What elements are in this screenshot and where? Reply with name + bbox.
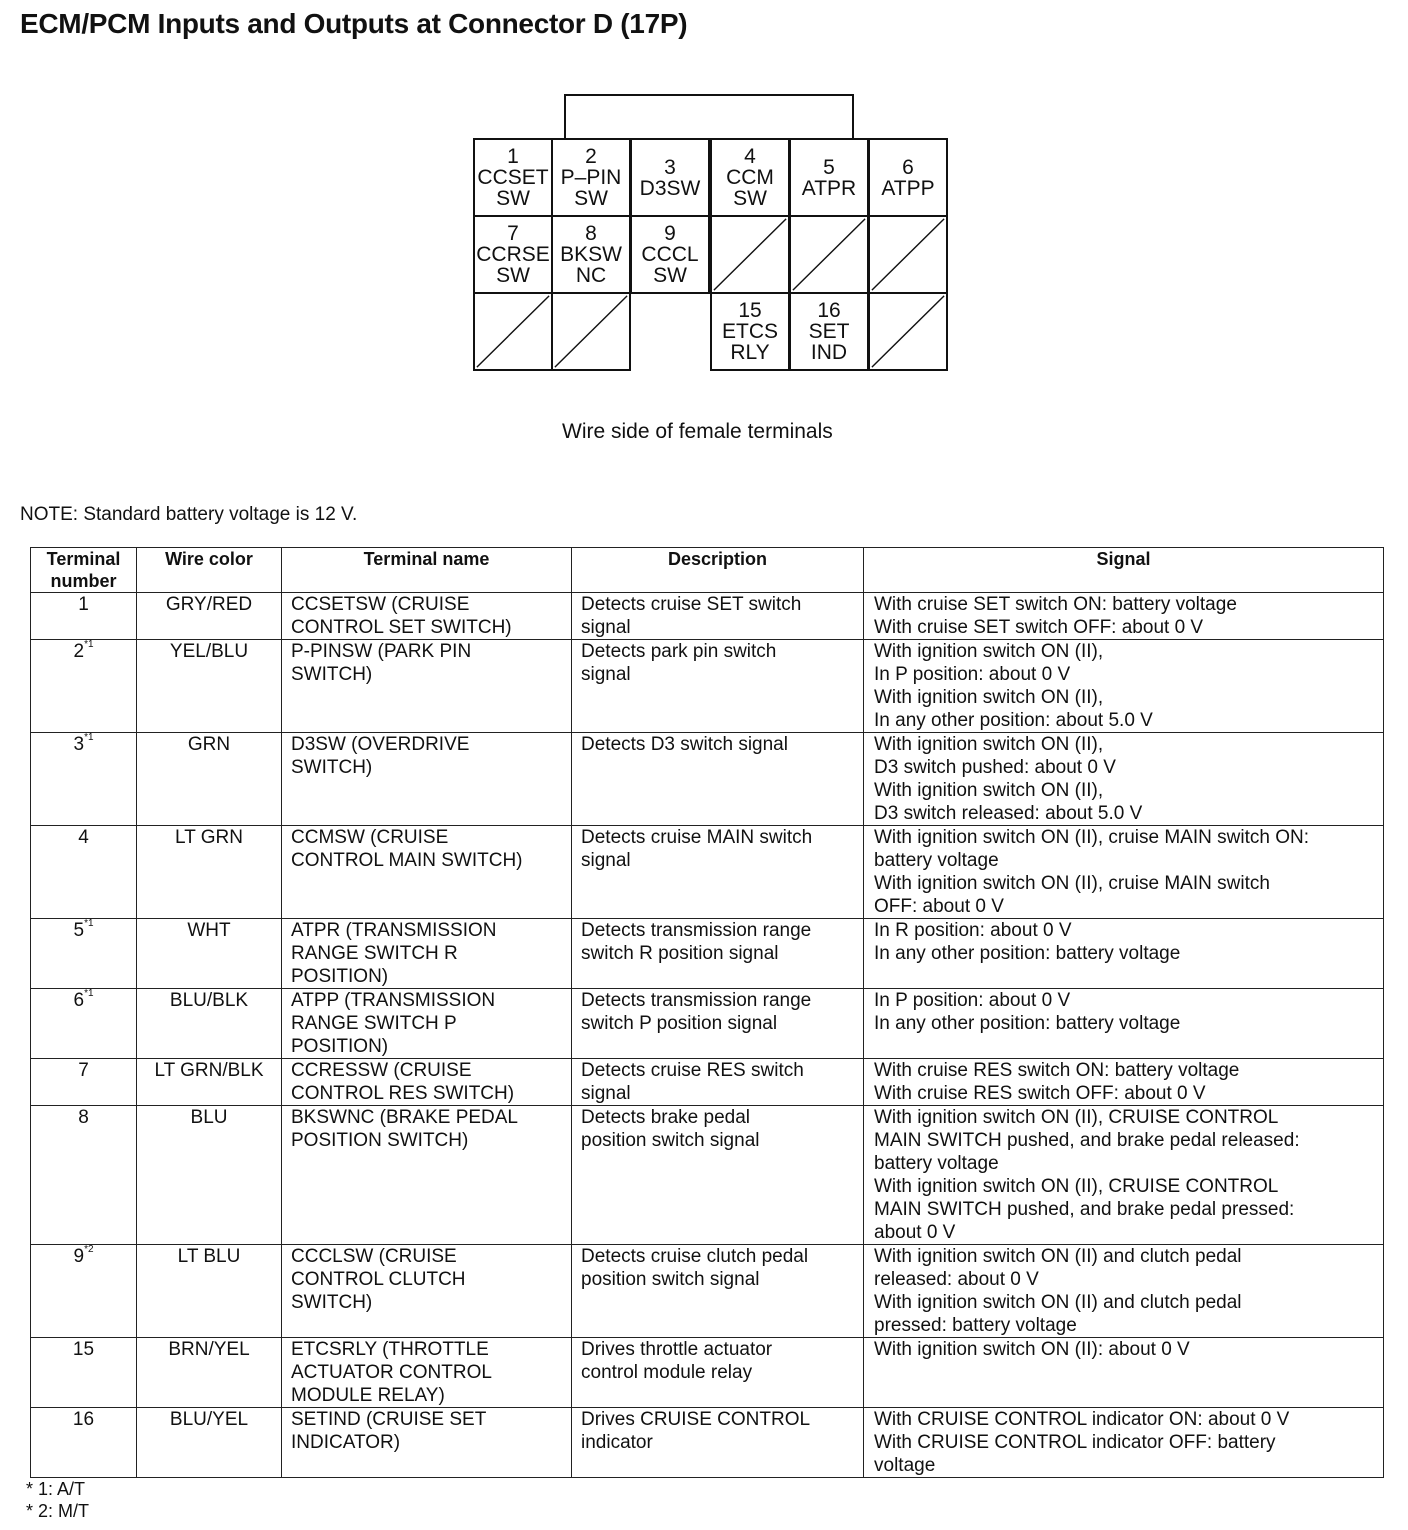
column-header-description: Description	[572, 548, 864, 593]
terminal-number: 15	[72, 1339, 95, 1360]
description-line: Detects brake pedal	[581, 1107, 750, 1128]
terminal-label: ATPR	[801, 176, 857, 200]
terminal-label: P–PIN	[560, 166, 622, 189]
terminal-cell-6	[868, 138, 948, 217]
signal-cell	[864, 989, 1384, 1059]
description-line: position switch signal	[581, 1130, 760, 1151]
description-line: Detects transmission range	[581, 990, 812, 1011]
terminal-number-cell	[31, 826, 137, 919]
signal-line: With CRUISE CONTROL indicator ON: about 0 V	[874, 1409, 1290, 1430]
signal-line: released: about 0 V	[874, 1269, 1039, 1290]
wire-color-cell: BRN/YEL	[137, 1338, 282, 1408]
signal-cell	[864, 919, 1384, 989]
terminal-name-cell	[282, 640, 572, 733]
signal-cell	[864, 1338, 1384, 1408]
terminal-label: NC	[575, 264, 607, 287]
terminal-name-line: CCRESSW (CRUISE	[291, 1060, 472, 1081]
description-cell	[572, 593, 864, 640]
terminal-name-line: MODULE RELAY)	[291, 1385, 445, 1406]
description-line: switch R position signal	[581, 943, 779, 964]
terminal-name-line: POSITION)	[291, 966, 389, 987]
signal-line: With ignition switch ON (II), CRUISE CONTROL	[874, 1176, 1279, 1197]
signal-line: With ignition switch ON (II): about 0 V	[874, 1339, 1190, 1360]
description-line: signal	[581, 617, 631, 638]
table-row	[31, 593, 1384, 640]
column-header-signal: Signal	[864, 548, 1384, 593]
description-line: signal	[581, 1083, 631, 1104]
terminal-name-line: INDICATOR)	[291, 1432, 401, 1453]
unused-terminal-slash	[475, 294, 551, 369]
terminal-label: CCRSE	[476, 243, 550, 266]
terminal-number: 6	[902, 155, 914, 179]
footnote-mark: *1	[84, 988, 94, 999]
terminal-number-cell	[31, 919, 137, 989]
signal-cell	[864, 733, 1384, 826]
table-row	[31, 1338, 1384, 1408]
description-cell	[572, 1338, 864, 1408]
signal-line: With ignition switch ON (II),	[874, 641, 1104, 662]
wire-color-cell: LT GRN	[137, 826, 282, 919]
footnote-mark: *1	[84, 732, 94, 743]
unused-terminal-slash	[870, 217, 946, 292]
terminal-name-cell	[282, 919, 572, 989]
signal-line: With ignition switch ON (II),	[874, 687, 1104, 708]
terminal-number-cell	[31, 1245, 137, 1338]
terminal-cell-9	[630, 215, 710, 294]
terminal-cell-empty	[551, 292, 631, 371]
terminal-number: 8	[78, 1107, 89, 1128]
signal-line: In R position: about 0 V	[874, 920, 1072, 941]
signal-line: With ignition switch ON (II) and clutch pedal	[874, 1292, 1242, 1313]
terminal-label: D3SW	[639, 176, 701, 200]
description-line: switch P position signal	[581, 1013, 778, 1034]
description-cell	[572, 826, 864, 919]
signal-line: OFF: about 0 V	[874, 896, 1004, 917]
signal-cell	[864, 1059, 1384, 1106]
signal-line: battery voltage	[874, 850, 999, 871]
signal-line: With ignition switch ON (II),	[874, 734, 1104, 755]
terminal-number: 4	[744, 145, 756, 168]
signal-line: With ignition switch ON (II), CRUISE CONTROL	[874, 1107, 1279, 1128]
terminal-number-cell	[31, 1408, 137, 1478]
signal-line: With ignition switch ON (II), cruise MAIN switch	[874, 873, 1270, 894]
description-line: Detects cruise SET switch	[581, 594, 802, 615]
signal-line: In any other position: about 5.0 V	[874, 710, 1153, 731]
terminal-number: 3	[73, 734, 85, 755]
terminal-name-line: POSITION SWITCH)	[291, 1130, 469, 1151]
signal-cell	[864, 640, 1384, 733]
terminal-number-cell	[31, 733, 137, 826]
table-row	[31, 826, 1384, 919]
terminal-label: ATPP	[881, 176, 935, 200]
terminal-name-line: CCMSW (CRUISE	[291, 827, 449, 848]
terminal-name-line: SWITCH)	[291, 664, 373, 685]
description-cell	[572, 1106, 864, 1245]
column-header-terminal-name: Terminal name	[282, 548, 572, 593]
terminal-label: SW	[496, 264, 530, 287]
wire-color-cell: BLU/YEL	[137, 1408, 282, 1478]
diagram-caption: Wire side of female terminals	[562, 420, 833, 443]
terminal-name-cell	[282, 1245, 572, 1338]
signal-line: With ignition switch ON (II),	[874, 780, 1104, 801]
terminal-name-line: CONTROL CLUTCH	[291, 1269, 466, 1290]
description-line: Drives throttle actuator	[581, 1339, 773, 1360]
table-row	[31, 1245, 1384, 1338]
terminal-label: RLY	[730, 341, 770, 364]
description-cell	[572, 733, 864, 826]
description-cell	[572, 1408, 864, 1478]
terminal-number-cell	[31, 640, 137, 733]
connector-latch	[564, 94, 854, 138]
terminal-name-line: ETCSRLY (THROTTLE	[291, 1339, 489, 1360]
description-line: Detects D3 switch signal	[581, 734, 788, 755]
signal-line: With CRUISE CONTROL indicator OFF: battery	[874, 1432, 1276, 1453]
table-row	[31, 989, 1384, 1059]
wire-color-cell: YEL/BLU	[137, 640, 282, 733]
terminal-cell-2	[551, 138, 631, 217]
table-row	[31, 640, 1384, 733]
description-line: Detects park pin switch	[581, 641, 777, 662]
signal-cell	[864, 1106, 1384, 1245]
terminal-label: SW	[653, 264, 687, 287]
footnote-mark: *1	[84, 918, 94, 929]
terminal-number-cell	[31, 1059, 137, 1106]
terminal-number: 5	[823, 155, 835, 179]
terminal-name-line: SETIND (CRUISE SET	[291, 1409, 487, 1430]
unused-terminal-slash	[791, 217, 867, 292]
terminal-label: CCCL	[641, 243, 699, 266]
table-row	[31, 1059, 1384, 1106]
signal-line: D3 switch released: about 5.0 V	[874, 803, 1143, 824]
terminal-name-line: ATPP (TRANSMISSION	[291, 990, 496, 1011]
signal-line: With ignition switch ON (II), cruise MAIN switch ON:	[874, 827, 1309, 848]
description-cell	[572, 919, 864, 989]
terminal-cell-1	[473, 138, 553, 217]
terminal-number-cell	[31, 593, 137, 640]
wire-color-cell: GRY/RED	[137, 593, 282, 640]
terminal-number: 2	[585, 145, 597, 168]
terminal-number: 7	[78, 1060, 89, 1081]
terminal-cell-8	[551, 215, 631, 294]
terminal-number: 6	[73, 990, 85, 1011]
terminal-number: 9	[664, 222, 676, 245]
description-line: Detects cruise RES switch	[581, 1060, 804, 1081]
description-line: signal	[581, 664, 631, 685]
terminal-name-line: CCSETSW (CRUISE	[291, 594, 470, 615]
terminal-name-line: ATPR (TRANSMISSION	[291, 920, 497, 941]
terminal-name-cell	[282, 826, 572, 919]
description-cell	[572, 1059, 864, 1106]
description-cell	[572, 1245, 864, 1338]
description-cell	[572, 640, 864, 733]
terminal-name-line: CCCLSW (CRUISE	[291, 1246, 457, 1267]
terminal-cell-4	[710, 138, 790, 217]
terminal-name-line: SWITCH)	[291, 757, 373, 778]
terminal-name-line: CONTROL MAIN SWITCH)	[291, 850, 523, 871]
terminal-label: SW	[574, 187, 608, 210]
terminal-name-cell	[282, 1408, 572, 1478]
description-line: Detects cruise MAIN switch	[581, 827, 813, 848]
signal-line: In any other position: battery voltage	[874, 1013, 1181, 1034]
unused-terminal-slash	[870, 294, 946, 369]
signal-line: In P position: about 0 V	[874, 664, 1071, 685]
terminal-number-cell	[31, 1338, 137, 1408]
signal-line: With cruise SET switch OFF: about 0 V	[874, 617, 1204, 638]
terminal-cell-3	[630, 138, 710, 217]
terminal-name-line: RANGE SWITCH R	[291, 943, 458, 964]
terminal-number: 1	[507, 145, 519, 168]
description-line: Detects cruise clutch pedal	[581, 1246, 809, 1267]
signal-line: With cruise RES switch ON: battery voltage	[874, 1060, 1240, 1081]
terminal-number: 5	[73, 920, 85, 941]
battery-voltage-note: NOTE: Standard battery voltage is 12 V.	[20, 504, 358, 525]
table-row	[31, 1408, 1384, 1478]
terminal-number: 15	[738, 299, 762, 322]
terminal-label: SET	[808, 320, 850, 343]
terminal-number: 9	[73, 1246, 85, 1267]
footnote: * 2: M/T	[26, 1501, 90, 1521]
terminal-cell-empty	[710, 215, 790, 294]
terminal-cell-15	[710, 292, 790, 371]
column-header-terminal: Terminal number	[31, 548, 137, 593]
description-cell	[572, 989, 864, 1059]
signal-cell	[864, 1245, 1384, 1338]
terminal-name-line: CONTROL SET SWITCH)	[291, 617, 512, 638]
signal-line: pressed: battery voltage	[874, 1315, 1077, 1336]
wire-color-cell: LT GRN/BLK	[137, 1059, 282, 1106]
signal-line: In P position: about 0 V	[874, 990, 1071, 1011]
table-body	[31, 593, 1384, 1478]
signal-line: With cruise RES switch OFF: about 0 V	[874, 1083, 1206, 1104]
wire-color-cell: BLU/BLK	[137, 989, 282, 1059]
table-row	[31, 1106, 1384, 1245]
terminal-name-line: ACTUATOR CONTROL	[291, 1362, 492, 1383]
unused-terminal-slash	[553, 294, 629, 369]
column-header-wire-color: Wire color	[137, 548, 282, 593]
terminal-table	[30, 547, 1384, 1478]
page-title: ECM/PCM Inputs and Outputs at Connector D (17P)	[20, 8, 688, 39]
description-line: Detects transmission range	[581, 920, 812, 941]
terminal-cell-16	[789, 292, 869, 371]
signal-line: voltage	[874, 1455, 936, 1476]
terminal-number: 4	[78, 827, 89, 848]
terminal-cell-5	[789, 138, 869, 217]
terminal-label: IND	[810, 341, 848, 364]
terminal-cell-empty	[868, 292, 948, 371]
terminal-name-cell	[282, 989, 572, 1059]
signal-line: With ignition switch ON (II) and clutch pedal	[874, 1246, 1242, 1267]
signal-cell	[864, 1408, 1384, 1478]
terminal-name-cell	[282, 1106, 572, 1245]
table-row	[31, 919, 1384, 989]
signal-line: With cruise SET switch ON: battery voltage	[874, 594, 1237, 615]
terminal-number: 16	[72, 1409, 95, 1430]
signal-line: about 0 V	[874, 1222, 956, 1243]
terminal-name-line: D3SW (OVERDRIVE	[291, 734, 470, 755]
description-line: control module relay	[581, 1362, 753, 1383]
signal-line: battery voltage	[874, 1153, 999, 1174]
terminal-name-line: BKSWNC (BRAKE PEDAL	[291, 1107, 518, 1128]
terminal-name-cell	[282, 1059, 572, 1106]
description-line: indicator	[581, 1432, 653, 1453]
terminal-label: BKSW	[560, 243, 622, 266]
terminal-number-cell	[31, 989, 137, 1059]
wire-color-cell: GRN	[137, 733, 282, 826]
terminal-label: SW	[733, 187, 767, 210]
signal-line: D3 switch pushed: about 0 V	[874, 757, 1116, 778]
terminal-label: SW	[496, 187, 530, 210]
terminal-cell-7	[473, 215, 553, 294]
terminal-cell-empty	[789, 215, 869, 294]
terminal-name-cell	[282, 1338, 572, 1408]
terminal-label: CCSET	[477, 166, 549, 189]
description-line: position switch signal	[581, 1269, 760, 1290]
wire-color-cell: LT BLU	[137, 1245, 282, 1338]
terminal-label: CCM	[726, 166, 774, 189]
table-header-row	[31, 548, 1384, 593]
terminal-cell-empty	[868, 215, 948, 294]
terminal-number: 3	[664, 155, 676, 179]
signal-line: MAIN SWITCH pushed, and brake pedal pressed:	[874, 1199, 1295, 1220]
terminal-name-line: CONTROL RES SWITCH)	[291, 1083, 515, 1104]
terminal-name-cell	[282, 593, 572, 640]
terminal-number-cell	[31, 1106, 137, 1245]
table-row	[31, 733, 1384, 826]
footnotes	[26, 1478, 89, 1522]
description-line: Drives CRUISE CONTROL	[581, 1409, 811, 1430]
terminal-name-line: SWITCH)	[291, 1292, 373, 1313]
footnote-mark: *1	[84, 639, 94, 650]
terminal-number: 16	[817, 299, 841, 322]
terminal-name-cell	[282, 733, 572, 826]
terminal-number: 8	[585, 222, 597, 245]
wire-color-cell: WHT	[137, 919, 282, 989]
terminal-number: 7	[507, 222, 519, 245]
terminal-name-line: P-PINSW (PARK PIN	[291, 641, 472, 662]
terminal-cell-empty	[473, 292, 553, 371]
terminal-number: 2	[73, 641, 85, 662]
terminal-number: 1	[78, 594, 89, 615]
terminal-name-line: RANGE SWITCH P	[291, 1013, 457, 1034]
wire-color-cell: BLU	[137, 1106, 282, 1245]
terminal-name-line: POSITION)	[291, 1036, 389, 1057]
unused-terminal-slash	[712, 217, 788, 292]
footnote-mark: *2	[84, 1244, 94, 1255]
footnote: * 1: A/T	[26, 1479, 86, 1499]
terminal-label: ETCS	[721, 320, 778, 343]
signal-line: MAIN SWITCH pushed, and brake pedal released:	[874, 1130, 1300, 1151]
description-line: signal	[581, 850, 631, 871]
signal-cell	[864, 593, 1384, 640]
signal-line: In any other position: battery voltage	[874, 943, 1181, 964]
signal-cell	[864, 826, 1384, 919]
